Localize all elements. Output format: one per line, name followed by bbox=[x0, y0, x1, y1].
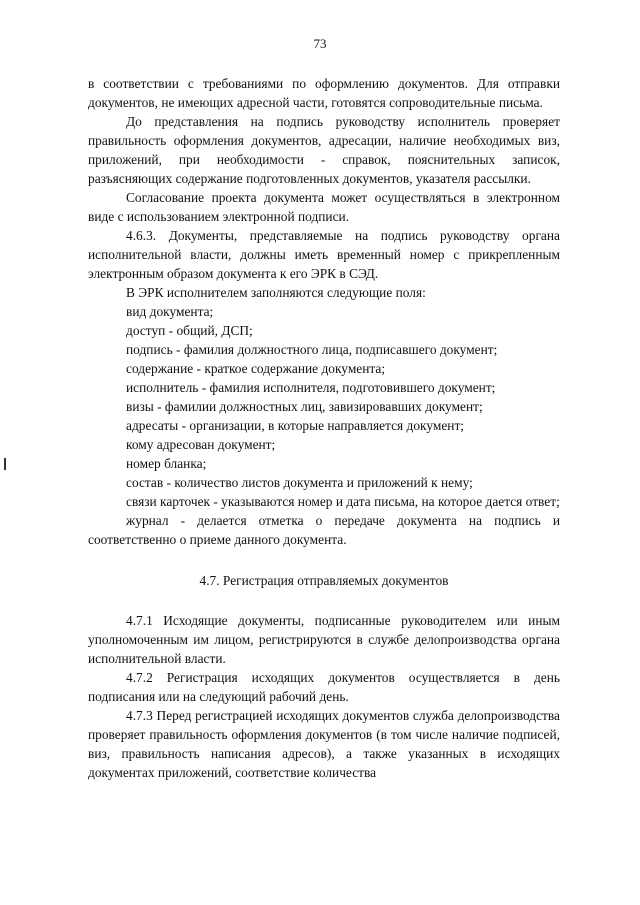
left-edge-mark bbox=[4, 458, 6, 470]
section-heading: 4.7. Регистрация отправляемых документов bbox=[199, 573, 449, 588]
list-item: подпись - фамилия должностного лица, подписавшего документ; bbox=[126, 342, 498, 357]
list-item: журнал - делается отметка о передаче документа на подпись и соответственно о приеме данного документа. bbox=[88, 513, 560, 547]
paragraph: 4.6.3. Документы, представляемые на подпись руководству органа исполнительной власти, должны иметь временный номер с прикрепленным электронным образом документа к его ЭРК в СЭД. bbox=[88, 228, 560, 281]
list-item: адресаты - организации, в которые направляется документ; bbox=[126, 418, 465, 433]
list-item: исполнитель - фамилия исполнителя, подготовившего документ; bbox=[126, 380, 496, 395]
list-item: состав - количество листов документа и приложений к нему; bbox=[126, 475, 473, 490]
document-body bbox=[88, 74, 560, 782]
paragraph: 4.7.2 Регистрация исходящих документов осуществляется в день подписания или на следующий рабочий день. bbox=[88, 670, 560, 704]
page-number: 73 bbox=[313, 36, 327, 51]
paragraph: Согласование проекта документа может осуществляться в электронном виде с использованием электронной подписи. bbox=[88, 190, 560, 224]
list-item: визы - фамилии должностных лиц, завизировавших документ; bbox=[126, 399, 483, 414]
paragraph: До представления на подпись руководству исполнитель проверяет правильность оформления документов, адресации, наличие необходимых виз, приложений, при необходимости - справок, пояснительных записок, разъясняющих содержание подготовленных документов, указателя рассылки. bbox=[88, 114, 560, 186]
paragraph: 4.7.1 Исходящие документы, подписанные руководителем или иным уполномоченным им лицом, регистрируются в службе делопроизводства органа исполнительной власти. bbox=[88, 613, 560, 666]
paragraph: в соответствии с требованиями по оформлению документов. Для отправки документов, не имеющих адресной части, готовятся сопроводительные письма. bbox=[88, 76, 560, 110]
list-item: кому адресован документ; bbox=[126, 437, 276, 452]
list-item: номер бланка; bbox=[126, 456, 207, 471]
list-item: вид документа; bbox=[126, 304, 214, 319]
paragraph: В ЭРК исполнителем заполняются следующие поля: bbox=[126, 285, 426, 300]
list-item: содержание - краткое содержание документа; bbox=[126, 361, 386, 376]
list-item: связи карточек - указываются номер и дата письма, на которое дается ответ; bbox=[126, 494, 560, 509]
list-item: доступ - общий, ДСП; bbox=[126, 323, 253, 338]
paragraph: 4.7.3 Перед регистрацией исходящих документов служба делопроизводства проверяет правильность оформления документов (в том числе наличие подписей, виз, правильность написания адресов), а также указанных в исходящих документах приложений, соответствие количества bbox=[88, 708, 560, 780]
